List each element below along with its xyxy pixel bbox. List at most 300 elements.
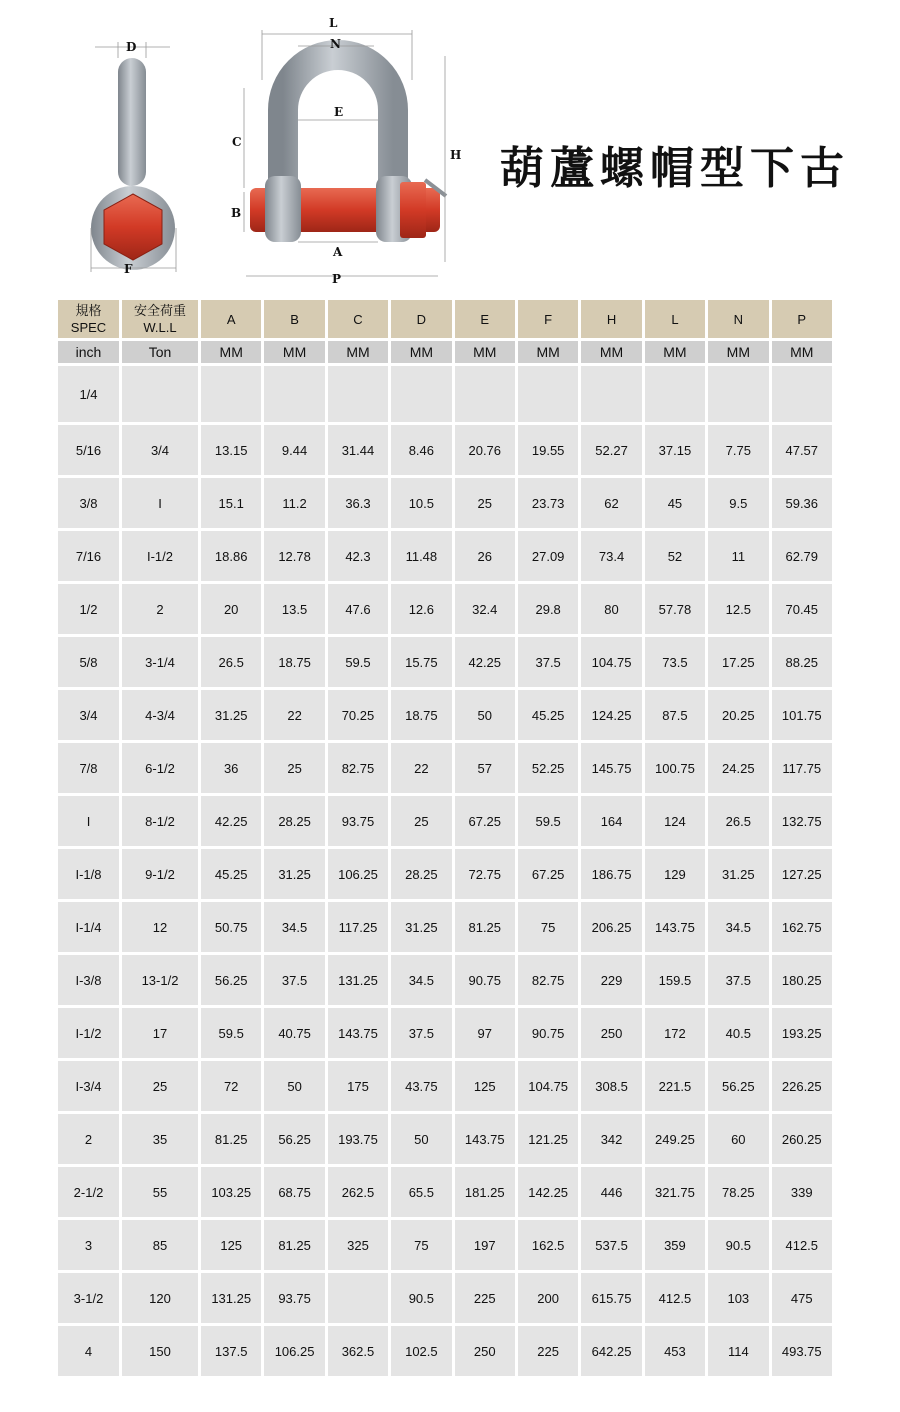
table-cell: 181.25 <box>455 1167 515 1217</box>
table-cell: 137.5 <box>201 1326 261 1376</box>
table-cell <box>328 1273 388 1323</box>
table-cell: 143.75 <box>645 902 705 952</box>
table-cell: 104.75 <box>518 1061 578 1111</box>
table-cell: 6-1/2 <box>122 743 198 793</box>
table-row <box>58 1061 832 1111</box>
table-cell: 150 <box>122 1326 198 1376</box>
table-cell: 15.1 <box>201 478 261 528</box>
table-cell: 537.5 <box>581 1220 641 1270</box>
table-cell: 68.75 <box>264 1167 324 1217</box>
table-cell: 4-3/4 <box>122 690 198 740</box>
table-cell: 131.25 <box>201 1273 261 1323</box>
table-cell: 127.25 <box>772 849 832 899</box>
table-cell: 3/4 <box>58 690 119 740</box>
table-cell: 2 <box>122 584 198 634</box>
table-cell: 162.5 <box>518 1220 578 1270</box>
table-cell: 359 <box>645 1220 705 1270</box>
table-cell: 3-1/2 <box>58 1273 119 1323</box>
table-cell: 40.5 <box>708 1008 768 1058</box>
table-cell: 42.25 <box>201 796 261 846</box>
table-cell: 103 <box>708 1273 768 1323</box>
table-cell: 175 <box>328 1061 388 1111</box>
table-cell: 325 <box>328 1220 388 1270</box>
table-cell: 186.75 <box>581 849 641 899</box>
table-row <box>58 531 832 581</box>
column-header-sublabel: W.L.L <box>143 320 177 335</box>
table-cell: 12 <box>122 902 198 952</box>
table-cell: 132.75 <box>772 796 832 846</box>
table-cell: 114 <box>708 1326 768 1376</box>
table-cell: 25 <box>455 478 515 528</box>
table-cell: 31.25 <box>201 690 261 740</box>
column-header-label: F <box>544 311 553 327</box>
table-cell: 120 <box>122 1273 198 1323</box>
column-header <box>391 300 451 338</box>
table-cell: I <box>58 796 119 846</box>
table-cell: 18.75 <box>391 690 451 740</box>
table-cell: 37.5 <box>708 955 768 1005</box>
table-cell: 9.5 <box>708 478 768 528</box>
table-cell: 60 <box>708 1114 768 1164</box>
table-cell: 124.25 <box>581 690 641 740</box>
unit-cell: MM <box>645 341 705 363</box>
table-cell: I-3/8 <box>58 955 119 1005</box>
table-cell: 125 <box>201 1220 261 1270</box>
table-cell: 29.8 <box>518 584 578 634</box>
table-row <box>58 743 832 793</box>
unit-cell: MM <box>201 341 261 363</box>
table-cell: 180.25 <box>772 955 832 1005</box>
table-cell: 26 <box>455 531 515 581</box>
table-cell: 36 <box>201 743 261 793</box>
table-cell: 3-1/4 <box>122 637 198 687</box>
table-cell: 81.25 <box>264 1220 324 1270</box>
table-cell: 59.5 <box>518 796 578 846</box>
table-cell: 52.25 <box>518 743 578 793</box>
table-cell: 24.25 <box>708 743 768 793</box>
column-header <box>264 300 324 338</box>
table-cell: 35 <box>122 1114 198 1164</box>
table-cell: 19.55 <box>518 425 578 475</box>
table-cell: 159.5 <box>645 955 705 1005</box>
table-cell: 13.5 <box>264 584 324 634</box>
spec-body <box>58 366 832 1376</box>
table-cell <box>455 366 515 422</box>
table-cell: 143.75 <box>328 1008 388 1058</box>
table-cell: 72 <box>201 1061 261 1111</box>
unit-cell: MM <box>328 341 388 363</box>
table-cell: 59.36 <box>772 478 832 528</box>
table-cell <box>391 366 451 422</box>
table-row <box>58 902 832 952</box>
table-cell: 11.48 <box>391 531 451 581</box>
table-cell: 75 <box>391 1220 451 1270</box>
table-cell: 18.75 <box>264 637 324 687</box>
table-cell: 13-1/2 <box>122 955 198 1005</box>
table-cell: 47.57 <box>772 425 832 475</box>
table-cell: 25 <box>122 1061 198 1111</box>
dim-label-n: N <box>330 37 341 51</box>
table-cell: 37.5 <box>518 637 578 687</box>
table-cell: 34.5 <box>264 902 324 952</box>
table-cell: 37.5 <box>264 955 324 1005</box>
table-cell: 13.15 <box>201 425 261 475</box>
table-cell: 78.25 <box>708 1167 768 1217</box>
unit-cell: MM <box>581 341 641 363</box>
table-cell: 362.5 <box>328 1326 388 1376</box>
table-cell <box>772 366 832 422</box>
table-row <box>58 1273 832 1323</box>
table-cell: 7/8 <box>58 743 119 793</box>
table-cell: 75 <box>518 902 578 952</box>
side-view-body <box>118 58 146 186</box>
table-cell: 50 <box>455 690 515 740</box>
dim-label-h: H <box>450 148 462 162</box>
table-cell: 10.5 <box>391 478 451 528</box>
table-cell: 104.75 <box>581 637 641 687</box>
table-cell: 90.75 <box>518 1008 578 1058</box>
table-cell: I-1/4 <box>58 902 119 952</box>
table-cell: 225 <box>455 1273 515 1323</box>
table-cell: 412.5 <box>645 1273 705 1323</box>
table-cell: 70.25 <box>328 690 388 740</box>
table-cell: 4 <box>58 1326 119 1376</box>
table-cell: I-1/2 <box>122 531 198 581</box>
table-cell: 102.5 <box>391 1326 451 1376</box>
table-cell: 121.25 <box>518 1114 578 1164</box>
table-cell: 145.75 <box>581 743 641 793</box>
column-header-label: C <box>353 311 363 327</box>
table-cell: 162.75 <box>772 902 832 952</box>
column-header <box>328 300 388 338</box>
dim-label-p: P <box>332 272 342 286</box>
column-header <box>645 300 705 338</box>
table-cell: 125 <box>455 1061 515 1111</box>
table-cell <box>122 366 198 422</box>
table-cell: 43.75 <box>391 1061 451 1111</box>
table-cell: 131.25 <box>328 955 388 1005</box>
table-cell: 62 <box>581 478 641 528</box>
table-cell: 193.25 <box>772 1008 832 1058</box>
table-row <box>58 849 832 899</box>
table-cell: 260.25 <box>772 1114 832 1164</box>
column-header <box>58 300 119 338</box>
table-cell: 221.5 <box>645 1061 705 1111</box>
table-cell: 52.27 <box>581 425 641 475</box>
table-cell: 11 <box>708 531 768 581</box>
table-cell: 45.25 <box>201 849 261 899</box>
table-cell: 67.25 <box>455 796 515 846</box>
column-header <box>708 300 768 338</box>
table-cell: 342 <box>581 1114 641 1164</box>
column-header-label: 規格 <box>75 303 102 318</box>
table-row <box>58 637 832 687</box>
column-header-label: L <box>671 311 679 327</box>
table-cell: 339 <box>772 1167 832 1217</box>
table-cell: 117.75 <box>772 743 832 793</box>
table-cell: 26.5 <box>708 796 768 846</box>
table-cell: 31.25 <box>264 849 324 899</box>
table-row <box>58 425 832 475</box>
shackle-ear-left <box>265 176 301 242</box>
table-cell: 9-1/2 <box>122 849 198 899</box>
table-cell <box>264 366 324 422</box>
table-cell: 12.5 <box>708 584 768 634</box>
dim-label-d: D <box>126 40 137 54</box>
column-header-label: N <box>733 311 744 327</box>
table-cell: 90.5 <box>708 1220 768 1270</box>
table-cell: 12.6 <box>391 584 451 634</box>
table-cell: 81.25 <box>201 1114 261 1164</box>
table-cell: 40.75 <box>264 1008 324 1058</box>
table-cell: 65.5 <box>391 1167 451 1217</box>
table-cell: 26.5 <box>201 637 261 687</box>
column-header-label: E <box>480 311 490 327</box>
column-header <box>122 300 198 338</box>
table-cell: 17 <box>122 1008 198 1058</box>
table-cell: 106.25 <box>328 849 388 899</box>
dim-label-e: E <box>334 105 344 119</box>
table-cell: 59.5 <box>328 637 388 687</box>
table-cell: 124 <box>645 796 705 846</box>
table-cell: 493.75 <box>772 1326 832 1376</box>
unit-cell: MM <box>455 341 515 363</box>
table-cell: 93.75 <box>264 1273 324 1323</box>
table-cell: 81.25 <box>455 902 515 952</box>
table-cell: 3/4 <box>122 425 198 475</box>
table-cell: 57 <box>455 743 515 793</box>
product-title: 葫蘆螺帽型下古 <box>500 143 850 194</box>
column-header-label: D <box>416 311 427 327</box>
table-row <box>58 1326 832 1376</box>
table-cell: 225 <box>518 1326 578 1376</box>
table-cell: 34.5 <box>708 902 768 952</box>
table-cell: 17.25 <box>708 637 768 687</box>
table-cell: 88.25 <box>772 637 832 687</box>
table-cell: 129 <box>645 849 705 899</box>
table-cell: 101.75 <box>772 690 832 740</box>
table-cell: 20.25 <box>708 690 768 740</box>
column-header <box>518 300 578 338</box>
table-cell <box>328 366 388 422</box>
table-cell: 31.25 <box>391 902 451 952</box>
table-cell: 197 <box>455 1220 515 1270</box>
table-cell: 15.75 <box>391 637 451 687</box>
table-cell: 453 <box>645 1326 705 1376</box>
table-cell: 42.3 <box>328 531 388 581</box>
table-cell: 11.2 <box>264 478 324 528</box>
table-cell: 45.25 <box>518 690 578 740</box>
unit-cell: MM <box>264 341 324 363</box>
table-cell: 72.75 <box>455 849 515 899</box>
table-row <box>58 366 832 422</box>
table-cell: 475 <box>772 1273 832 1323</box>
table-cell: 25 <box>264 743 324 793</box>
table-cell: 106.25 <box>264 1326 324 1376</box>
table-cell: 615.75 <box>581 1273 641 1323</box>
table-cell: 229 <box>581 955 641 1005</box>
table-cell: 82.75 <box>518 955 578 1005</box>
header-row <box>58 300 832 338</box>
table-cell: I-3/4 <box>58 1061 119 1111</box>
column-header-label: B <box>290 311 299 327</box>
table-cell: 22 <box>264 690 324 740</box>
table-cell <box>708 366 768 422</box>
table-cell: 193.75 <box>328 1114 388 1164</box>
column-header <box>772 300 832 338</box>
table-cell: 100.75 <box>645 743 705 793</box>
table-cell: 642.25 <box>581 1326 641 1376</box>
table-cell: 70.45 <box>772 584 832 634</box>
table-cell: 45 <box>645 478 705 528</box>
table-cell: 9.44 <box>264 425 324 475</box>
table-cell: 20.76 <box>455 425 515 475</box>
table-cell: 8.46 <box>391 425 451 475</box>
table-cell: 50 <box>391 1114 451 1164</box>
dim-label-f: F <box>124 262 133 276</box>
unit-cell: MM <box>772 341 832 363</box>
column-header <box>581 300 641 338</box>
table-row <box>58 690 832 740</box>
table-cell: 2 <box>58 1114 119 1164</box>
table-cell: 226.25 <box>772 1061 832 1111</box>
table-row <box>58 478 832 528</box>
table-cell: 42.25 <box>455 637 515 687</box>
table-cell: 32.4 <box>455 584 515 634</box>
table-row <box>58 1008 832 1058</box>
table-cell: 143.75 <box>455 1114 515 1164</box>
side-view <box>91 42 176 272</box>
table-cell: 446 <box>581 1167 641 1217</box>
table-cell: 7.75 <box>708 425 768 475</box>
table-cell: 52 <box>645 531 705 581</box>
unit-cell: MM <box>708 341 768 363</box>
table-cell: 7/16 <box>58 531 119 581</box>
table-cell: 1/4 <box>58 366 119 422</box>
dim-label-l: L <box>329 16 338 30</box>
table-cell: I <box>122 478 198 528</box>
table-cell: 5/16 <box>58 425 119 475</box>
table-cell: 31.25 <box>708 849 768 899</box>
table-cell: 27.09 <box>518 531 578 581</box>
table-cell: 67.25 <box>518 849 578 899</box>
table-cell: 55 <box>122 1167 198 1217</box>
table-cell: 37.15 <box>645 425 705 475</box>
table-cell: 3/8 <box>58 478 119 528</box>
column-header <box>455 300 515 338</box>
table-cell: I-1/2 <box>58 1008 119 1058</box>
column-header <box>201 300 261 338</box>
table-cell: 262.5 <box>328 1167 388 1217</box>
spec-table <box>55 297 835 1379</box>
table-cell: 5/8 <box>58 637 119 687</box>
table-cell: 20 <box>201 584 261 634</box>
table-cell: 47.6 <box>328 584 388 634</box>
unit-cell: Ton <box>122 341 198 363</box>
table-cell: 80 <box>581 584 641 634</box>
table-cell: 90.75 <box>455 955 515 1005</box>
dim-label-b: B <box>231 206 242 220</box>
table-cell: 308.5 <box>581 1061 641 1111</box>
table-cell: 2-1/2 <box>58 1167 119 1217</box>
table-row <box>58 1167 832 1217</box>
table-cell: 250 <box>455 1326 515 1376</box>
column-header-label: P <box>797 311 807 327</box>
table-cell: 249.25 <box>645 1114 705 1164</box>
table-cell: 36.3 <box>328 478 388 528</box>
dim-label-c: C <box>232 135 242 149</box>
table-row <box>58 1220 832 1270</box>
table-cell: 1/2 <box>58 584 119 634</box>
table-cell: 3 <box>58 1220 119 1270</box>
table-cell: 200 <box>518 1273 578 1323</box>
table-cell: 250 <box>581 1008 641 1058</box>
table-cell: 117.25 <box>328 902 388 952</box>
column-header-sublabel: SPEC <box>70 320 107 335</box>
table-cell: 172 <box>645 1008 705 1058</box>
table-cell: 56.25 <box>201 955 261 1005</box>
table-cell: 12.78 <box>264 531 324 581</box>
table-cell: 50 <box>264 1061 324 1111</box>
unit-cell: MM <box>518 341 578 363</box>
table-cell: 28.25 <box>391 849 451 899</box>
column-header-label: H <box>606 311 617 327</box>
dim-label-a: A <box>333 245 343 259</box>
table-cell: 164 <box>581 796 641 846</box>
table-cell: 31.44 <box>328 425 388 475</box>
table-cell: 57.78 <box>645 584 705 634</box>
table-cell <box>581 366 641 422</box>
table-cell: 22 <box>391 743 451 793</box>
table-cell: 87.5 <box>645 690 705 740</box>
table-cell <box>201 366 261 422</box>
table-cell: 28.25 <box>264 796 324 846</box>
table-cell <box>518 366 578 422</box>
table-cell: 142.25 <box>518 1167 578 1217</box>
table-cell: 412.5 <box>772 1220 832 1270</box>
table-cell: 103.25 <box>201 1167 261 1217</box>
table-cell <box>645 366 705 422</box>
table-cell: 93.75 <box>328 796 388 846</box>
table-cell: 59.5 <box>201 1008 261 1058</box>
table-cell: 90.5 <box>391 1273 451 1323</box>
table-cell: 37.5 <box>391 1008 451 1058</box>
table-cell: 73.4 <box>581 531 641 581</box>
table-cell: 56.25 <box>264 1114 324 1164</box>
table-row <box>58 955 832 1005</box>
unit-cell: MM <box>391 341 451 363</box>
table-row <box>58 1114 832 1164</box>
table-cell: 206.25 <box>581 902 641 952</box>
table-cell: 321.75 <box>645 1167 705 1217</box>
table-cell: 62.79 <box>772 531 832 581</box>
unit-row <box>58 341 832 363</box>
table-cell: 85 <box>122 1220 198 1270</box>
table-cell: 50.75 <box>201 902 261 952</box>
unit-cell: inch <box>58 341 119 363</box>
table-row <box>58 584 832 634</box>
shackle-nut <box>400 182 426 238</box>
table-cell: 56.25 <box>708 1061 768 1111</box>
table-cell: 25 <box>391 796 451 846</box>
column-header-label: A <box>226 311 236 327</box>
front-view <box>244 30 446 276</box>
table-row <box>58 796 832 846</box>
table-cell: 18.86 <box>201 531 261 581</box>
table-cell: 97 <box>455 1008 515 1058</box>
table-cell: 73.5 <box>645 637 705 687</box>
table-cell: 23.73 <box>518 478 578 528</box>
